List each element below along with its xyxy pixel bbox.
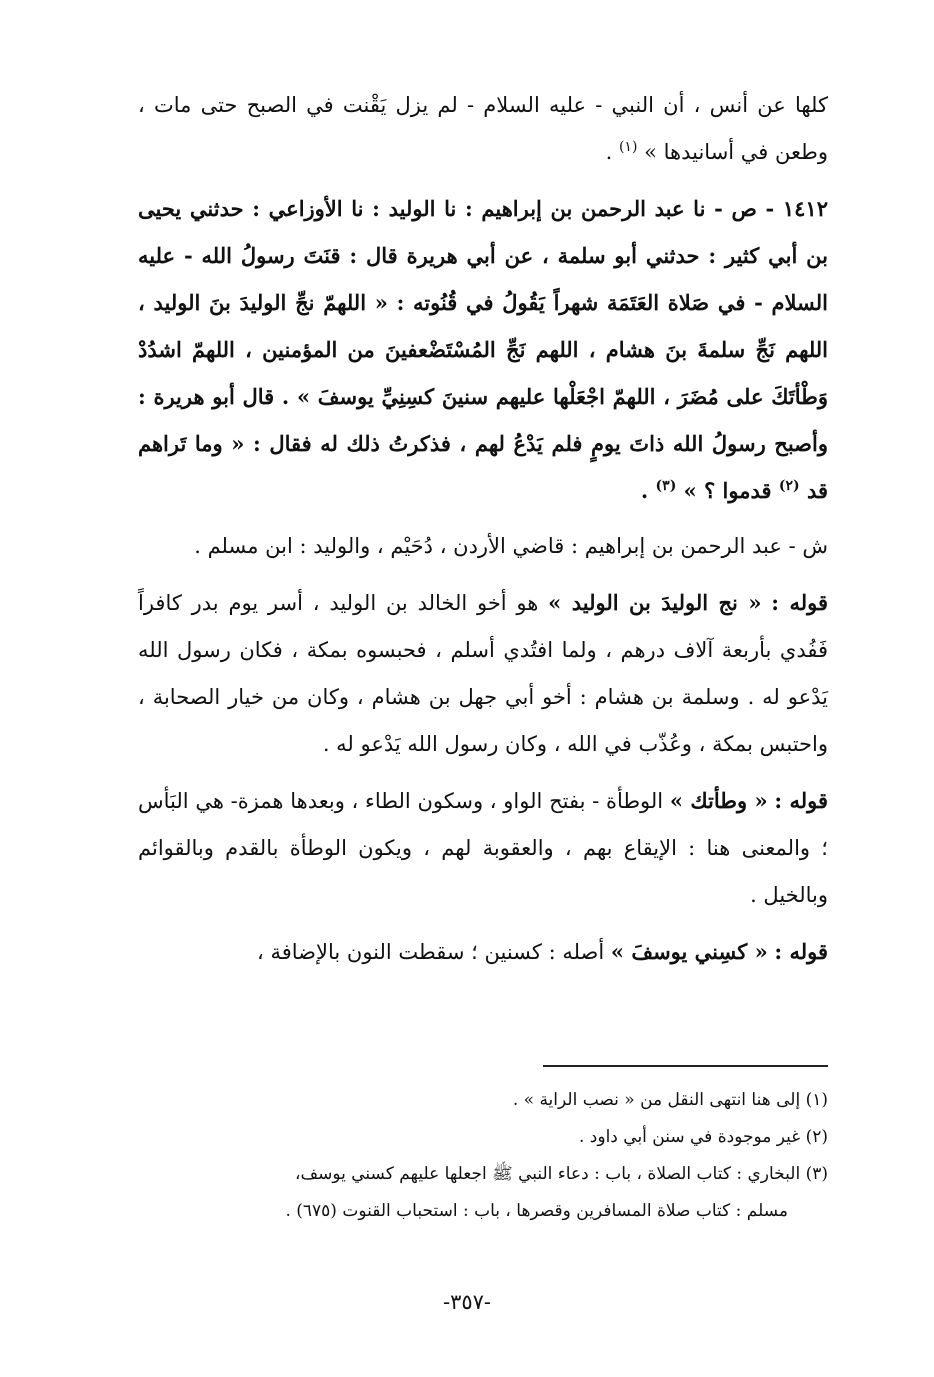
commentary-text: أصله : كسنين ؛ سقطت النون بالإضافة ، — [257, 940, 605, 964]
continuation-text: كلها عن أنس ، أن النبي - عليه السلام - لم يزل يَقْنت في الصبح حتى مات ، وطعن في أسانيدها » — [138, 93, 828, 164]
commentary-text: هو أخو الخالد بن الوليد ، أسر يوم بدر كافراً فَفُدي بأربعة آلاف درهم ، ولما افتُدي أسلم ، فحبسوه بمكة ، فكان رسول الله يَدْعو له . وسلمة بن هشام : أخو أبي جهل بن هشام ، وكان من خيار الصحابة ، واحتبس بمكة ، وعُذّب في الله ، وكان رسول الله يَدْعو له . — [138, 591, 828, 756]
commentary-quote: « كسِني يوسفَ » — [610, 939, 768, 964]
footnote-divider — [543, 1065, 828, 1067]
sharh-text: ش - عبد الرحمن بن إبراهيم : قاضي الأردن ، دُحَيْم ، والوليد : ابن مسلم . — [194, 534, 828, 558]
commentary-1 — [138, 579, 828, 768]
hadith-text: ١٤١٢ - ص - نا عبد الرحمن بن إبراهيم : نا الوليد : نا الأوزاعي : حدثني يحيى بن أبي كثير : حدثني أبو سلمة ، عن أبي هريرة قال : قنَتَ رسولُ الله - عليه السلام - في صَلاة العَتَمَة شهراً يَقُولُ في قُنُوته : « اللهمّ نجِّ الوليدَ بنَ الوليد ، اللهم نَجِّ سلمةَ بنَ هشام ، اللهم نَجِّ المُسْتَضْعفينَ من المؤمنين ، اللهمّ اشدُدْ وَطْأتَكَ على مُضَرَ ، اللهمّ اجْعَلْها عليهم سنينَ كسِنِيِّ يوسفَ » . قال أبو هريرة : وأصبح رسولُ الله ذاتَ يومٍ فلم يَدْعُ لهم ، فذكرتُ ذلك له فقال : « وما تَراهم قد — [138, 196, 828, 503]
footnote-1: (١) إلى هنا انتهى النقل من « نصب الراية » . — [512, 1090, 828, 1110]
commentary-text: الوطأة - بفتح الواو ، وسكون الطاء ، وبعدها همزة- هي البَأس ؛ والمعنى هنا : الإيقاع بهم ، والعقوبة لهم ، ويكون الوطأة بالقدم وبالقوائم وبالخيل . — [138, 789, 828, 907]
commentary-label: قوله : — [774, 939, 828, 964]
hadith-1412 — [138, 185, 828, 514]
hadith-end: . — [640, 478, 649, 503]
commentary-label: قوله : — [774, 788, 828, 813]
hadith-text-cont: قدموا ؟ » — [683, 478, 772, 503]
footnote-ref-1[interactable]: (١) — [618, 139, 638, 155]
footnote-ref-2[interactable]: (٢) — [778, 478, 800, 494]
commentary-label: قوله : — [771, 590, 828, 615]
commentary-3 — [138, 928, 828, 976]
commentary-quote: « نج الوليدَ بن الوليد » — [548, 590, 762, 615]
footnote-2: (٢) غير موجودة في سنن أبي داود . — [578, 1127, 828, 1147]
footnote-3-continuation: مسلم : كتاب صلاة المسافرين وقصرها ، باب : استحباب القنوت (٦٧٥) . — [285, 1201, 788, 1221]
commentary-2 — [138, 777, 828, 919]
footnote-3: (٣) البخاري : كتاب الصلاة ، باب : دعاء النبي ﷺ اجعلها عليهم كسني يوسف، — [294, 1164, 828, 1184]
sharh-paragraph — [138, 523, 828, 570]
commentary-quote: « وطأتك » — [669, 788, 768, 813]
footnote-ref-3[interactable]: (٣) — [655, 478, 677, 494]
page-body — [138, 82, 828, 1221]
footnotes — [138, 1082, 828, 1230]
page-number: -٣٥٧- — [442, 1290, 492, 1314]
continuation-end: . — [605, 140, 613, 164]
paragraph-continuation — [138, 82, 828, 176]
